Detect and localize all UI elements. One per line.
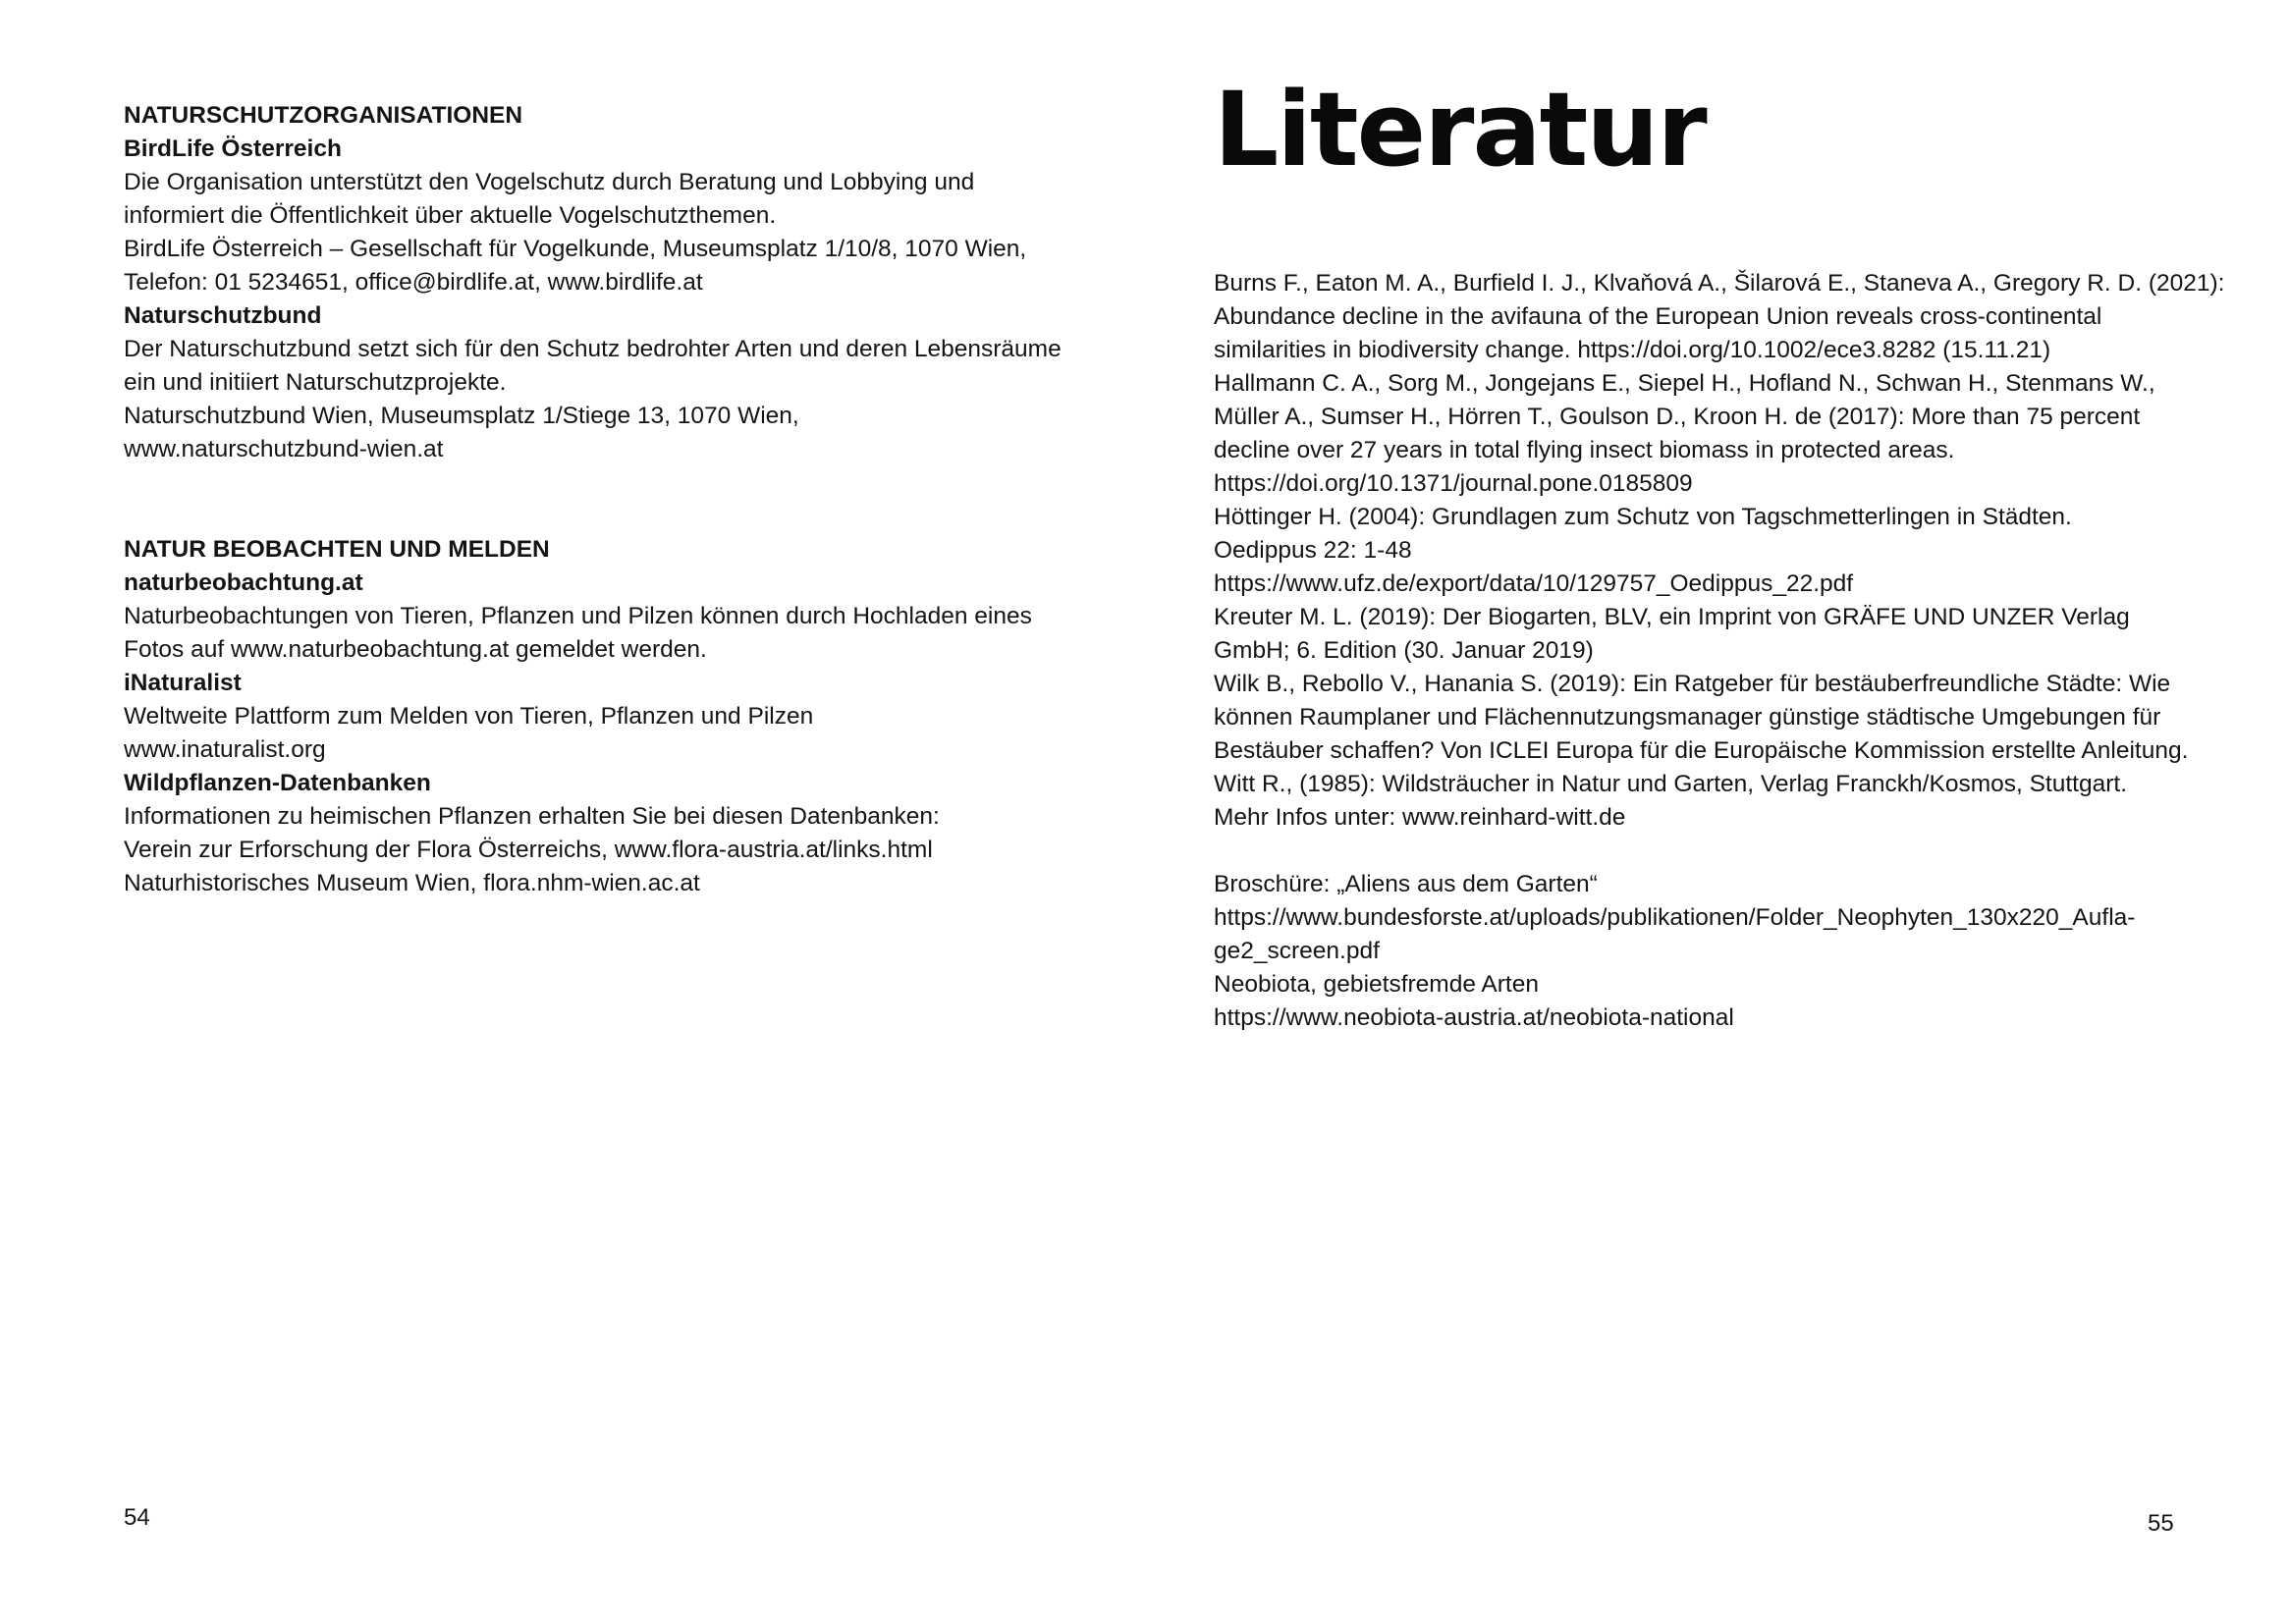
org-description-birdlife [124,166,1096,233]
text-line: Höttinger H. (2004): Grundlagen zum Schutz von Tagschmetterlingen in Städten. [1214,504,2072,530]
reference-item [1214,367,2206,501]
org-title-naturschutzbund: Naturschutzbund [124,302,322,329]
org-description-inaturalist [124,700,1096,767]
text-line: https://doi.org/10.1371/journal.pone.0185809 [1214,470,1693,497]
org-contact-birdlife [124,233,1096,299]
org-title-inaturalist: iNaturalist [124,670,242,696]
page-number-right: 55 [2148,1510,2174,1537]
org-title-wildpflanzen-datenbanken: Wildpflanzen-Datenbanken [124,770,431,796]
text-line: https://www.bundesforste.at/uploads/publikationen/Folder_Neophyten_130x220_Aufla- [1214,904,2136,931]
reference-item [1214,601,2206,668]
org-contact-wildpflanzen [124,834,1096,900]
text-line: Oedippus 22: 1-48 [1214,537,1412,564]
text-line: Hallmann C. A., Sorg M., Jongejans E., Siepel H., Hofland N., Schwan H., Stenmans W., [1214,370,2155,397]
text-line: Wilk B., Rebollo V., Hanania S. (2019): Ein Ratgeber für bestäuberfreundliche Städte: Wie [1214,671,2171,697]
text-line: Naturhistorisches Museum Wien, flora.nhm-wien.ac.at [124,870,700,896]
text-line: Abundance decline in the avifauna of the European Union reveals cross-continental [1214,303,2102,330]
text-line: informiert die Öffentlichkeit über aktuelle Vogelschutzthemen. [124,202,777,229]
text-line: können Raumplaner und Flächennutzungsmanager günstige städtische Umgebungen für [1214,704,2161,731]
text-line: decline over 27 years in total flying insect biomass in protected areas. [1214,437,1955,463]
org-title-birdlife: BirdLife Österreich [124,135,342,162]
section-spacer [124,466,1096,533]
text-line: Burns F., Eaton M. A., Burfield I. J., Klvaňová A., Šilarová E., Staneva A., Gregory R. D. (2021): [1214,270,2225,297]
org-contact-naturschutzbund [124,400,1096,466]
text-line: GmbH; 6. Edition (30. Januar 2019) [1214,637,1594,664]
text-line: Informationen zu heimischen Pflanzen erhalten Sie bei diesen Datenbanken: [124,803,940,830]
text-line: https://www.neobiota-austria.at/neobiota-national [1214,1004,1734,1031]
section-heading-natur-beobachten: NATUR BEOBACHTEN UND MELDEN [124,536,550,563]
text-line: https://www.ufz.de/export/data/10/129757_Oedippus_22.pdf [1214,570,1854,597]
left-page [0,0,1144,1624]
reference-item [1214,668,2206,768]
text-line: www.inaturalist.org [124,736,326,763]
text-line: Die Organisation unterstützt den Vogelschutz durch Beratung und Lobbying und [124,169,975,195]
reference-item [1214,267,2225,367]
text-line: www.naturschutzbund-wien.at [124,436,444,462]
text-line: Weltweite Plattform zum Melden von Tieren, Pflanzen und Pilzen [124,703,814,730]
text-line: Naturschutzbund Wien, Museumsplatz 1/Stiege 13, 1070 Wien, [124,403,799,429]
text-line: Kreuter M. L. (2019): Der Biogarten, BLV, ein Imprint von GRÄFE UND UNZER Verlag [1214,604,2130,630]
org-description-wildpflanzen [124,800,1096,834]
text-line: Neobiota, gebietsfremde Arten [1214,971,1539,998]
org-description-naturbeobachtung [124,600,1096,667]
text-line: ge2_screen.pdf [1214,938,1380,964]
page-number-left: 54 [124,1504,150,1531]
section-spacer [1214,835,2206,868]
text-line: Witt R., (1985): Wildsträucher in Natur und Garten, Verlag Franckh/Kosmos, Stuttgart. [1214,771,2128,797]
text-line: Der Naturschutzbund setzt sich für den Schutz bedrohter Arten und deren Lebensräume [124,336,1062,362]
references-list [1214,267,2225,1035]
text-line: Verein zur Erforschung der Flora Österreichs, www.flora-austria.at/links.html [124,837,933,863]
reference-item-extra [1214,868,2206,968]
reference-item-extra [1214,968,2206,1035]
text-line: similarities in biodiversity change. https://doi.org/10.1002/ece3.8282 (15.11.21) [1214,337,2051,363]
org-title-naturbeobachtung: naturbeobachtung.at [124,569,363,596]
reference-item [1214,768,2206,835]
text-line: Müller A., Sumser H., Hörren T., Goulson D., Kroon H. de (2017): More than 75 percent [1214,404,2141,430]
page-title-literatur: Literatur [1214,70,1706,189]
section-heading-naturschutzorganisationen: NATURSCHUTZORGANISATIONEN [124,102,523,129]
text-line: Broschüre: „Aliens aus dem Garten“ [1214,871,1598,897]
text-line: Telefon: 01 5234651, office@birdlife.at, www.birdlife.at [124,269,703,296]
text-line: Mehr Infos unter: www.reinhard-witt.de [1214,804,1626,831]
text-line: BirdLife Österreich – Gesellschaft für Vogelkunde, Museumsplatz 1/10/8, 1070 Wien, [124,236,1027,262]
reference-item [1214,501,2206,601]
text-line: Fotos auf www.naturbeobachtung.at gemeldet werden. [124,636,707,663]
text-line: Naturbeobachtungen von Tieren, Pflanzen und Pilzen können durch Hochladen eines [124,603,1032,629]
text-line: ein und initiiert Naturschutzprojekte. [124,369,507,396]
org-description-naturschutzbund [124,333,1096,400]
text-line: Bestäuber schaffen? Von ICLEI Europa für die Europäische Kommission erstellte Anleitung. [1214,737,2189,764]
left-column [124,99,1096,900]
